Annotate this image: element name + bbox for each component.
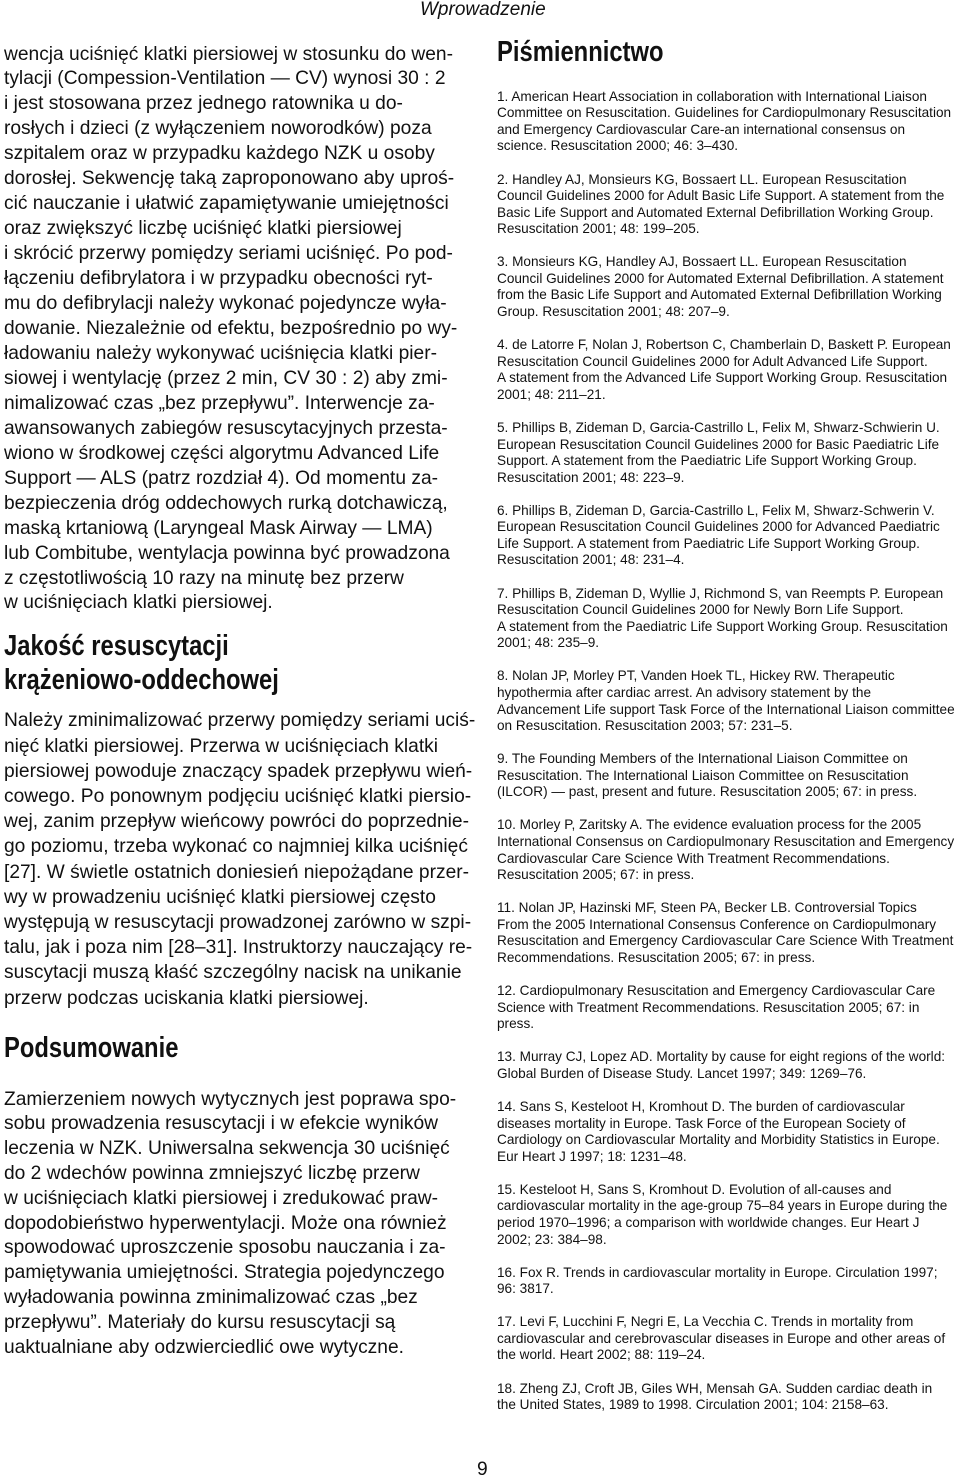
- reference-line: Support. A statement from the Paediatric Life Support Working Group.: [497, 453, 917, 469]
- heading-line: Podsumowanie: [4, 1032, 179, 1064]
- text-line: nięć klatki piersiowej. Przerwa w uciśnięciach klatki: [4, 735, 439, 757]
- heading-line: Piśmiennictwo: [497, 36, 664, 68]
- reference-item: [497, 1099, 960, 1165]
- text-line: bezpieczenia dróg oddechowych rurką dotchawiczą,: [4, 492, 448, 514]
- reference-item: [497, 1381, 960, 1414]
- reference-line: 96: 3817.: [497, 1281, 554, 1297]
- reference-item: [497, 817, 960, 883]
- text-line: przepływu”. Materiały do kursu resuscytacji są: [4, 1311, 396, 1333]
- text-line: wyładowania powinna zminimalizować czas „bez: [4, 1286, 418, 1308]
- reference-line: Cardiovascular Care Science With Treatment Recommendations.: [497, 850, 890, 866]
- section-heading-summary: [4, 1031, 464, 1065]
- reference-line: A statement from the Paediatric Life Support Working Group. Resuscitation: [497, 618, 948, 634]
- reference-line: 2. Handley AJ, Monsieurs KG, Bossaert LL. European Resuscitation: [497, 171, 907, 187]
- heading-line: Jakość resuscytacji: [4, 630, 229, 662]
- text-line: przerw podczas uciskania klatki piersiowej.: [4, 987, 369, 1009]
- reference-line: 8. Nolan JP, Morley PT, Vanden Hoek TL, Hickey RW. Therapeutic: [497, 668, 895, 684]
- reference-item: [497, 900, 960, 966]
- reference-line: hypothermia after cardiac arrest. An advisory statement by the: [497, 684, 872, 700]
- reference-item: [497, 420, 960, 486]
- reference-line: 4. de Latorre F, Nolan J, Robertson C, Chamberlain D, Baskett P. European: [497, 337, 951, 353]
- text-line: szpitalem oraz w przypadku każdego NZK u osoby: [4, 143, 435, 165]
- text-line: łączeniu defibrylatora i w przypadku obecności ryt-: [4, 268, 433, 290]
- text-line: w uciśnięciach klatki piersiowej i zredukować praw-: [4, 1187, 439, 1209]
- reference-line: International Consensus on Cardiopulmonary Resuscitation and Emergency: [497, 834, 955, 849]
- text-line: wej, zanim przepływ wieńcowy powróci do poprzednie-: [4, 811, 469, 833]
- reference-line: Eur Heart J 1997; 18: 1231–48.: [497, 1148, 687, 1164]
- text-line: [27]. W świetle ostatnich doniesień niepożądane przer-: [4, 861, 470, 883]
- page-number: 9: [477, 1459, 488, 1480]
- text-line: tylacji (Compession-Ventilation — CV) wynosi 30 : 2: [4, 68, 446, 90]
- reference-list: [497, 89, 960, 1431]
- text-line: leczenia w NZK. Uniwersalna sekwencja 30 uciśnięć: [4, 1138, 450, 1160]
- text-line: nimalizować czas „bez przepływu”. Interwencje za-: [4, 392, 435, 414]
- reference-item: [497, 1314, 960, 1364]
- reference-line: cardiovascular mortality in the age-group 75–84 years in Europe during the: [497, 1198, 948, 1214]
- text-line: dopodobieństwo hyperwentylacji. Może ona również: [4, 1212, 447, 1234]
- text-line: występują w resuscytacji prowadzonej zarówno w szpi-: [4, 912, 472, 934]
- reference-line: 16. Fox R. Trends in cardiovascular mortality in Europe. Circulation 1997;: [497, 1264, 938, 1280]
- reference-line: 17. Levi F, Lucchini F, Negri E, La Vecchia C. Trends in mortality from: [497, 1314, 914, 1330]
- references-heading: [497, 35, 957, 69]
- reference-line: Committee on Resuscitation. Guidelines for Cardiopulmonary Resuscitation: [497, 105, 952, 121]
- reference-item: [497, 668, 960, 734]
- reference-line: Group. Resuscitation 2001; 48: 207–9.: [497, 304, 730, 319]
- text-line: piersiowej powoduje znaczący spadek przepływu wień-: [4, 760, 473, 782]
- reference-line: 5. Phillips B, Zideman D, Garcia-Castrillo L, Felix M, Shwarz-Schwierin U.: [497, 419, 940, 435]
- reference-line: from the Basic Life Support and Automated External Defibrillation Working: [497, 287, 942, 303]
- text-line: i skrócić przerwy pomiędzy seriami uciśnięć. Po pod-: [4, 243, 453, 265]
- text-line: i jest stosowana przez jednego ratownika u do-: [4, 93, 403, 115]
- reference-line: Resuscitation 2001; 48: 199–205.: [497, 221, 700, 237]
- reference-line: Resuscitation Council Guidelines 2000 for Adult Advanced Life Support.: [497, 353, 928, 369]
- reference-item: [497, 337, 960, 403]
- reference-line: Advancement Life support Task Force of the International Liaison committee: [497, 701, 955, 717]
- text-line: talu, jak i poza nim [28–31]. Instruktorzy nauczający re-: [4, 937, 473, 959]
- text-line: lub Combitube, wentylacja powinna być prowadzona: [4, 542, 450, 564]
- summary-paragraph: [4, 1088, 484, 1361]
- text-line: sobu prowadzenia resuscytacji i w efekcie wyników: [4, 1113, 439, 1135]
- text-line: ładowaniu należy wykonywać uciśnięcia klatki pier-: [4, 342, 437, 364]
- reference-line: Basic Life Support and Automated External Defibrillation Working Group.: [497, 204, 934, 220]
- reference-line: Resuscitation 2005; 67: in press.: [497, 867, 695, 883]
- running-header: Wprowadzenie: [420, 0, 546, 20]
- text-line: rosłych i dzieci (z wyłączeniem noworodków) poza: [4, 118, 432, 140]
- reference-line: (ILCOR) — past, present and future. Resuscitation 2005; 67: in press.: [497, 784, 918, 800]
- reference-item: [497, 172, 960, 238]
- reference-line: diseases mortality in Europe. Task Force of the European Society of: [497, 1115, 906, 1131]
- reference-line: and Emergency Cardiovascular Care-an international consensus on: [497, 121, 906, 137]
- text-line: wencja uciśnięć klatki piersiowej w stosunku do wen-: [4, 43, 453, 65]
- reference-line: 7. Phillips B, Zideman D, Wyllie J, Richmond S, van Reempts P. European: [497, 585, 944, 601]
- text-line: awansowanych zabiegów resuscytacyjnych przesta-: [4, 417, 448, 439]
- heading-line: krążeniowo-oddechowej: [4, 664, 279, 696]
- reference-line: A statement from the Advanced Life Support Working Group. Resuscitation: [497, 370, 948, 386]
- reference-line: press.: [497, 1016, 535, 1032]
- reference-item: [497, 254, 960, 320]
- reference-line: European Resuscitation Council Guidelines 2000 for Advanced Paediatric: [497, 519, 940, 535]
- reference-line: the world. Heart 2002; 88: 119–24.: [497, 1347, 706, 1363]
- reference-line: From the 2005 International Consensus Conference on Cardiopulmonary: [497, 916, 937, 932]
- reference-line: 14. Sans S, Kesteloot H, Kromhout D. The burden of cardiovascular: [497, 1099, 905, 1114]
- reference-line: Resuscitation 2001; 48: 223–9.: [497, 469, 685, 485]
- text-line: siowej i wentylację (przez 2 min, CV 30 : 2) aby zmi-: [4, 367, 448, 389]
- text-line: dowanie. Niezależnie od efektu, bezpośrednio po wy-: [4, 317, 458, 339]
- text-line: go poziomu, trzeba wykonać co najmniej kilka uciśnięć: [4, 836, 468, 858]
- reference-line: Global Burden of Disease Study. Lancet 1997; 349: 1269–76.: [497, 1065, 867, 1081]
- reference-line: 2001; 48: 235–9.: [497, 635, 600, 651]
- intro-paragraph: [4, 43, 484, 617]
- reference-line: science. Resuscitation 2000; 46: 3–430.: [497, 138, 739, 154]
- reference-line: Science with Treatment Recommendations. Resuscitation 2005; 67: in: [497, 999, 920, 1015]
- text-line: z częstotliwością 10 razy na minutę bez przerw: [4, 567, 404, 589]
- reference-line: 15. Kesteloot H, Sans S, Kromhout D. Evolution of all-causes and: [497, 1181, 892, 1197]
- reference-line: 11. Nolan JP, Hazinski MF, Steen PA, Becker LB. Controversial Topics: [497, 900, 917, 916]
- reference-line: Resuscitation Council Guidelines 2000 for Newly Born Life Support.: [497, 602, 904, 618]
- reference-item: [497, 586, 960, 652]
- text-line: cowego. Po ponownym podjęciu uciśnięć klatki piersio-: [4, 786, 472, 807]
- text-line: uaktualniane aby odzwierciedlić owe wytyczne.: [4, 1336, 404, 1358]
- text-line: w uciśnięciach klatki piersiowej.: [4, 592, 273, 614]
- text-line: pamiętywania umiejętności. Strategia pojedynczego: [4, 1262, 445, 1284]
- text-line: Support — ALS (patrz rozdział 4). Od momentu za-: [4, 467, 439, 489]
- text-line: do 2 wdechów powinna zmniejszyć liczbę przerw: [4, 1162, 420, 1184]
- reference-item: [497, 751, 960, 801]
- reference-line: 12. Cardiopulmonary Resuscitation and Emergency Cardiovascular Care: [497, 983, 936, 999]
- reference-line: Life Support. A statement from Paediatric Life Support Working Group.: [497, 535, 920, 551]
- reference-line: 9. The Founding Members of the International Liaison Committee on: [497, 751, 908, 767]
- reference-line: European Resuscitation Council Guidelines 2000 for Basic Paediatric Life: [497, 436, 940, 452]
- reference-item: [497, 89, 960, 155]
- reference-line: 18. Zheng ZJ, Croft JB, Giles WH, Mensah GA. Sudden cardiac death in: [497, 1380, 933, 1396]
- reference-line: 10. Morley P, Zaritsky A. The evidence evaluation process for the 2005: [497, 817, 922, 833]
- reference-item: [497, 983, 960, 1033]
- section-heading-quality: [4, 629, 464, 697]
- text-line: wy w prowadzeniu uciśnięć klatki piersiowej często: [4, 886, 436, 908]
- text-line: spowodować uproszczenie sposobu nauczania i za-: [4, 1237, 446, 1259]
- quality-paragraph: [4, 708, 484, 1010]
- text-line: Zamierzeniem nowych wytycznych jest poprawa spo-: [4, 1088, 457, 1110]
- text-line: Należy zminimalizować przerwy pomiędzy seriami uciś-: [4, 710, 476, 732]
- reference-line: Resuscitation. The International Liaison Committee on Resuscitation: [497, 767, 909, 783]
- reference-line: cardiovascular and cerebrovascular diseases in Europe and other areas of: [497, 1330, 946, 1346]
- reference-line: the United States, 1989 to 1998. Circulation 2001; 104: 2158–63.: [497, 1397, 889, 1413]
- reference-line: Council Guidelines 2000 for Adult Basic Life Support. A statement from the: [497, 188, 945, 204]
- reference-line: 2001; 48: 211–21.: [497, 386, 606, 402]
- reference-line: period 1970–1996; a comparison with worldwide changes. Eur Heart J: [497, 1214, 920, 1230]
- text-line: maską krtaniową (Laryngeal Mask Airway — LMA): [4, 517, 433, 539]
- reference-item: [497, 1182, 960, 1248]
- reference-line: Cardiology on Cardiovascular Mortality and Morbidity Statistics in Europe.: [497, 1132, 940, 1148]
- reference-line: 13. Murray CJ, Lopez AD. Mortality by cause for eight regions of the world:: [497, 1049, 946, 1065]
- text-line: wiono w środkowej części algorytmu Advanced Life: [4, 442, 440, 464]
- reference-line: 2002; 23: 384–98.: [497, 1231, 607, 1247]
- reference-line: Recommendations. Resuscitation 2005; 67: in press.: [497, 949, 816, 965]
- reference-line: on Resuscitation. Resuscitation 2003; 57: 231–5.: [497, 718, 793, 734]
- reference-line: Council Guidelines 2000 for Automated External Defibrillation. A statement: [497, 270, 944, 286]
- reference-item: [497, 1265, 960, 1298]
- text-line: suscytacji muszą kłaść szczególny nacisk na unikanie: [4, 962, 462, 984]
- reference-line: 3. Monsieurs KG, Handley AJ, Bossaert LL. European Resuscitation: [497, 254, 907, 270]
- reference-line: Resuscitation and Emergency Cardiovascular Care Science With Treatment: [497, 933, 954, 949]
- text-line: mu do defibrylacji należy wykonać pojedyncze wyła-: [4, 293, 447, 315]
- text-line: cić nauczanie i ułatwić zapamiętywanie umiejętności: [4, 193, 449, 215]
- reference-line: 1. American Heart Association in collaboration with International Liaison: [497, 88, 927, 104]
- reference-item: [497, 1049, 960, 1082]
- reference-line: 6. Phillips B, Zideman D, Garcia-Castrillo L, Felix M, Shwarz-Schwerin V.: [497, 502, 935, 518]
- reference-line: Resuscitation 2001; 48: 231–4.: [497, 552, 685, 568]
- text-line: oraz zwiększyć liczbę uciśnięć klatki piersiowej: [4, 218, 402, 240]
- reference-item: [497, 503, 960, 569]
- text-line: dorosłej. Sekwencję taką zaproponowano aby uproś-: [4, 168, 455, 190]
